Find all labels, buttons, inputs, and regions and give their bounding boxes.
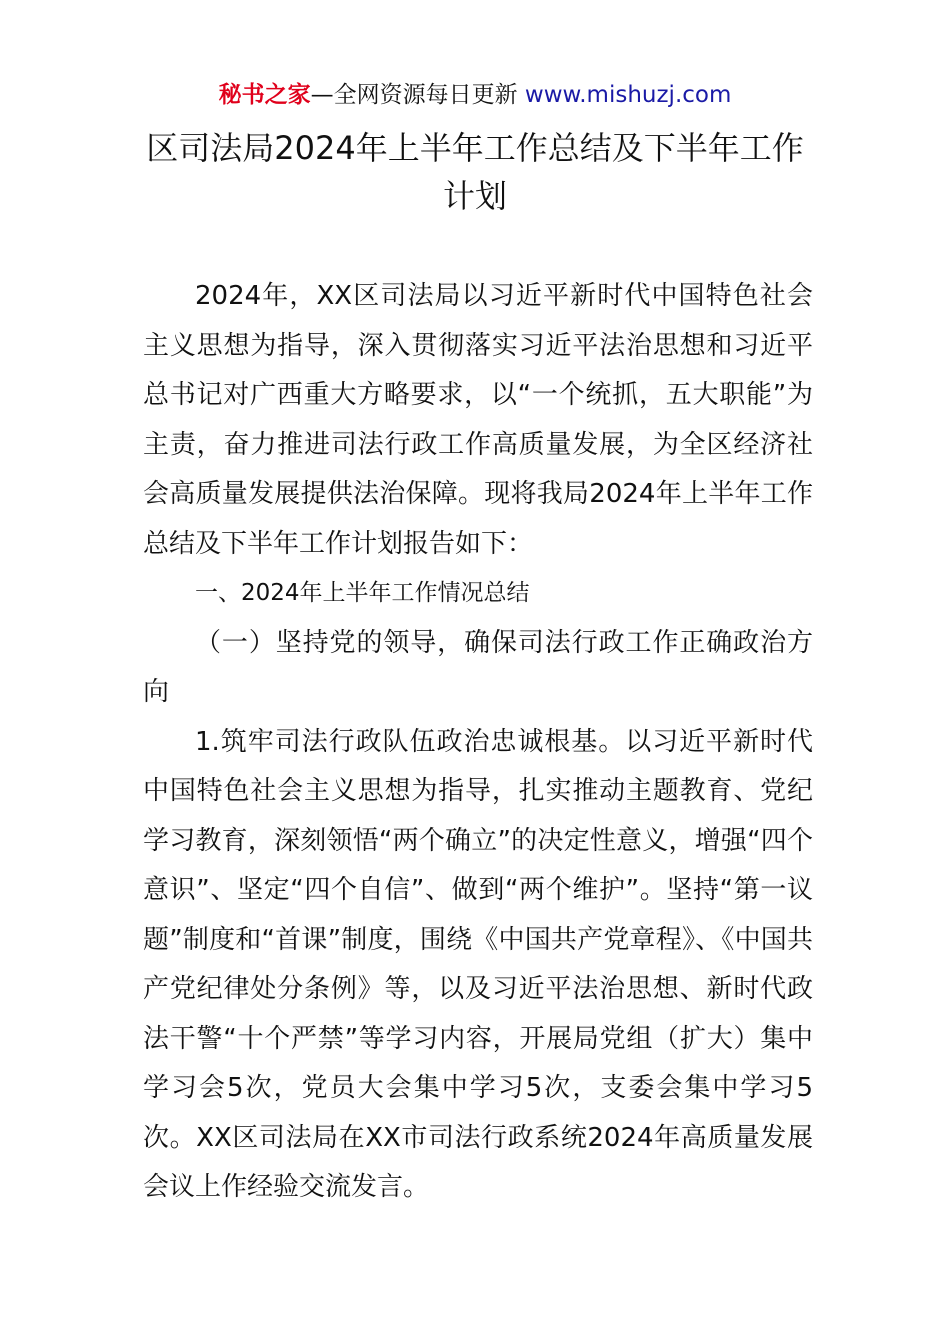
subsection-heading: （一）坚持党的领导，确保司法行政工作正确政治方向	[143, 627, 813, 707]
document-body	[143, 272, 813, 1213]
site-url-link[interactable]: www.mishuzj.com	[524, 82, 732, 108]
document-title: 区司法局2024年上半年工作总结及下半年工作计划	[146, 129, 804, 215]
brand-name: 秘书之家	[218, 82, 311, 108]
site-banner	[0, 78, 950, 112]
banner-tagline: —全网资源每日更新	[310, 82, 518, 108]
body-paragraph: 1.筑牢司法行政队伍政治忠诚根基。以习近平新时代中国特色社会主义思想为指导，扎实推动主题教育、党纪学习教育，深刻领悟“两个确立”的决定性意义，增强“四个意识”、坚定“四个自信”、做到“两个维护”。坚持“第一议题”制度和“首课”制度，围绕《中国共产党章程》、《中国共产党纪律处分条例》等，以及习近平法治思想、新时代政法干警“十个严禁”等学习内容，开展局党组（扩大）集中学习会5次，党员大会集中学习5次，支委会集中学习5次。XX区司法局在XX市司法行政系统2024年高质量发展会议上作经验交流发言。	[143, 726, 813, 1202]
intro-paragraph: 2024年，XX区司法局以习近平新时代中国特色社会主义思想为指导，深入贯彻落实习近平法治思想和习近平总书记对广西重大方略要求，以“一个统抓，五大职能”为主责，奋力推进司法行政工作高质量发展，为全区经济社会高质量发展提供法治保障。现将我局2024年上半年工作总结及下半年工作计划报告如下：	[143, 281, 813, 559]
section-heading: 一、2024年上半年工作情况总结	[195, 580, 530, 606]
